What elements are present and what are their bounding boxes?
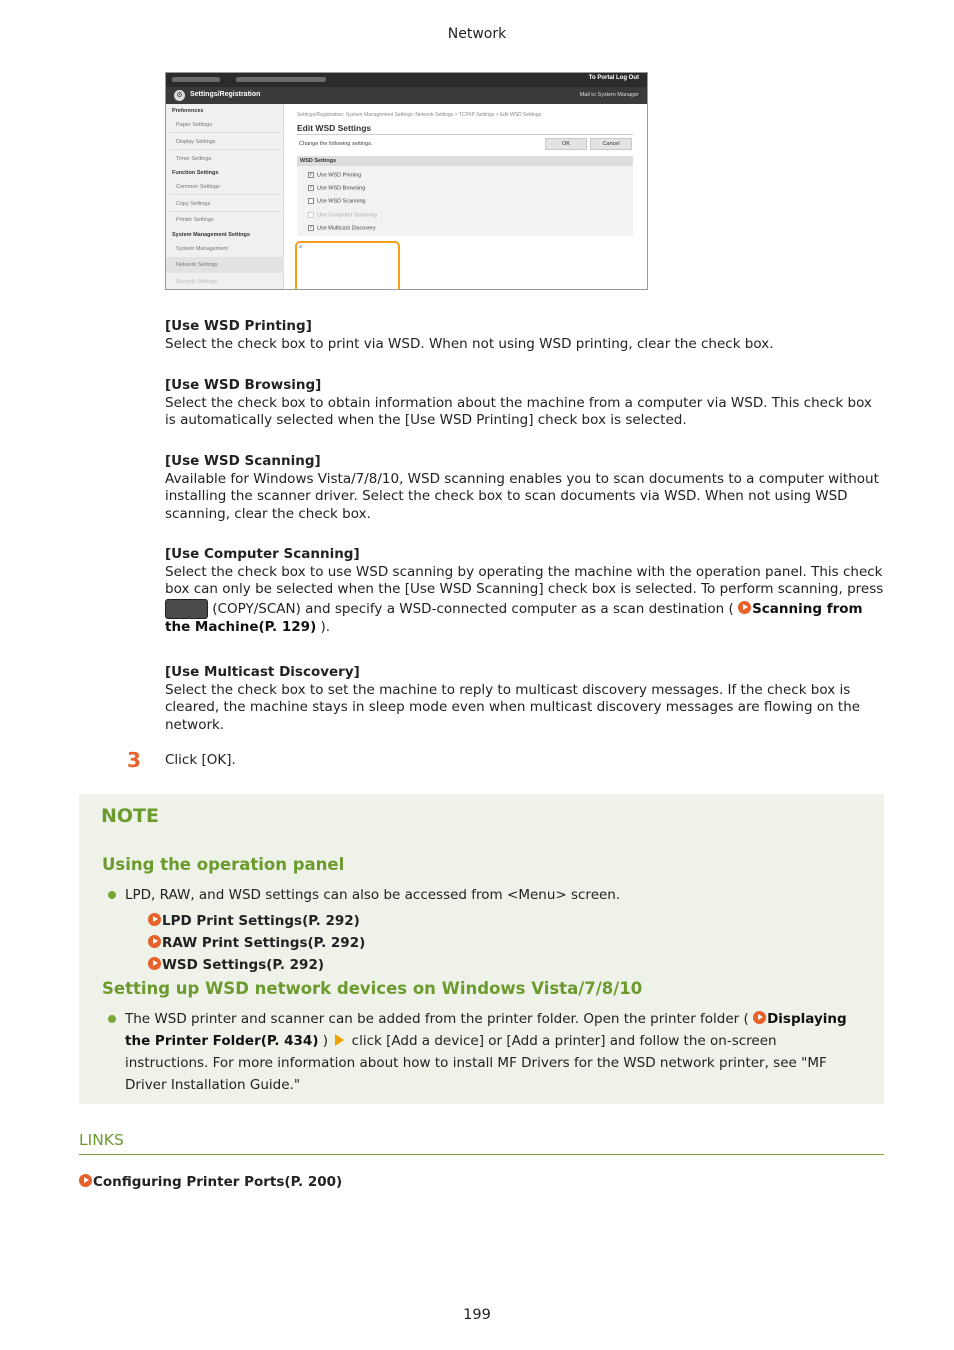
checkbox-box[interactable]: ✓ bbox=[309, 172, 314, 178]
sidebar-item-copy-settings[interactable]: Copy Settings bbox=[176, 201, 211, 207]
heading-underline bbox=[297, 134, 633, 135]
link-text[interactable]: LPD Print Settings(P. 292) bbox=[162, 913, 360, 929]
sidebar-divider bbox=[169, 132, 281, 133]
item-use-computer-scanning bbox=[165, 546, 885, 636]
screenshot-instruction: Change the following settings. bbox=[299, 141, 373, 147]
note-box bbox=[79, 794, 884, 1104]
item-title: [Use WSD Scanning] bbox=[165, 453, 321, 469]
item-title: [Use WSD Printing] bbox=[165, 318, 312, 334]
checkbox-use-computer-scanning[interactable] bbox=[308, 212, 377, 218]
item-title: [Use WSD Browsing] bbox=[165, 377, 322, 393]
sidebar-divider bbox=[169, 211, 281, 212]
note-text-part: ) bbox=[318, 1033, 333, 1049]
item-text-part: (COPY/SCAN) and specify a WSD-connected computer as a scan destination ( bbox=[208, 600, 739, 617]
displaying-printer-folder-link[interactable]: Displaying the Printer Folder(P. 434) bbox=[125, 1011, 847, 1049]
checkbox-label: Use WSD Browsing bbox=[317, 185, 366, 192]
blurred-series-name bbox=[236, 77, 326, 82]
step-text: Click [OK]. bbox=[165, 752, 236, 768]
checkbox-use-multicast-discovery[interactable] bbox=[308, 225, 376, 231]
step-number: 3 bbox=[127, 748, 141, 772]
sidebar-item-display-settings[interactable]: Display Settings bbox=[176, 139, 216, 145]
note-text-part: The WSD printer and scanner can be added from the printer folder. Open the printer folder ( bbox=[125, 1011, 754, 1027]
link-arrow-icon bbox=[148, 957, 161, 970]
lpd-print-settings-link[interactable] bbox=[148, 913, 360, 929]
link-text[interactable]: RAW Print Settings(P. 292) bbox=[162, 935, 366, 951]
sidebar-section-preferences: Preferences bbox=[172, 108, 204, 114]
checkbox-label: Use WSD Printing bbox=[317, 172, 362, 179]
sidebar-item-common-settings[interactable]: Common Settings bbox=[176, 184, 220, 190]
portal-logout-links[interactable]: To Portal Log Out bbox=[588, 75, 639, 81]
sidebar-item-security-settings[interactable]: Security Settings bbox=[176, 279, 218, 285]
screenshot-main-pane bbox=[284, 104, 648, 290]
sidebar-item-paper-settings[interactable]: Paper Settings bbox=[176, 122, 213, 128]
sidebar-item-system-management[interactable]: System Management bbox=[176, 246, 228, 252]
screenshot-breadcrumb: Settings/Registration: System Management Settings: Network Settings > TCP/IP Settings > Edit WSD Settings bbox=[297, 112, 542, 118]
screenshot-title-bar bbox=[166, 87, 647, 104]
ok-button[interactable]: OK bbox=[545, 138, 587, 150]
item-text: Available for Windows Vista/7/8/10, WSD scanning enables you to scan documents to a computer without installing the scanner driver. Select the check box to scan documents via WSD. When not using WSD scanning, clear the check box. bbox=[165, 470, 879, 522]
copy-scan-key-icon bbox=[165, 599, 208, 619]
sidebar-item-timer-settings[interactable]: Timer Settings bbox=[176, 156, 212, 162]
item-text-part: Select the check box to use WSD scanning by operating the machine with the operation panel. This check box can only be selected when the [Use WSD Scanning] check box is selected. To perform scanning, press bbox=[165, 563, 884, 597]
checkbox-box[interactable] bbox=[308, 212, 314, 218]
links-heading: LINKS bbox=[79, 1131, 124, 1149]
arrow-right-icon bbox=[335, 1034, 344, 1046]
settings-screenshot bbox=[165, 72, 648, 290]
bullet-icon bbox=[108, 891, 116, 899]
item-text: Select the check box to print via WSD. When not using WSD printing, clear the check box. bbox=[165, 335, 774, 352]
page-number: 199 bbox=[463, 1307, 491, 1323]
cancel-button[interactable]: Cancel bbox=[590, 138, 632, 150]
sidebar-divider bbox=[169, 149, 281, 150]
link-text[interactable]: WSD Settings(P. 292) bbox=[162, 957, 325, 973]
note-title: NOTE bbox=[101, 805, 159, 827]
note-text-part: click [Add a device] or [Add a printer] and follow the on-screen instructions. For more information about how to install MF Drivers for the WSD network printer, see "MF Driver Installation Guide." bbox=[125, 1033, 827, 1093]
running-header: Network bbox=[447, 26, 507, 42]
sidebar-item-network-settings[interactable]: Network Settings bbox=[176, 262, 218, 268]
sidebar-divider bbox=[169, 194, 281, 195]
note-bullet-text: LPD, RAW, and WSD settings can also be accessed from <Menu> screen. bbox=[125, 887, 621, 903]
links-divider bbox=[79, 1154, 884, 1155]
item-use-multicast-discovery bbox=[165, 664, 885, 734]
note-bullet-text bbox=[125, 1008, 855, 1096]
screenshot-sidebar bbox=[166, 104, 284, 290]
screenshot-top-bar bbox=[166, 73, 647, 87]
item-use-wsd-scanning bbox=[165, 453, 885, 523]
checkbox-box[interactable]: ✓ bbox=[309, 225, 314, 231]
checkbox-use-wsd-printing[interactable] bbox=[308, 172, 361, 178]
sidebar-section-system-management: System Management Settings bbox=[172, 232, 250, 238]
checkbox-label: Use Computer Scanning bbox=[317, 212, 377, 219]
item-title: [Use Computer Scanning] bbox=[165, 546, 360, 562]
screenshot-app-title: Settings/Registration bbox=[190, 91, 261, 98]
wsd-settings-panel bbox=[297, 156, 633, 236]
link-text[interactable]: Configuring Printer Ports(P. 200) bbox=[93, 1174, 343, 1190]
item-text bbox=[165, 564, 885, 637]
checkbox-box[interactable] bbox=[308, 198, 314, 204]
return-to-top-icon[interactable]: ⌅ bbox=[298, 244, 304, 250]
wsd-settings-panel-title: WSD Settings bbox=[297, 156, 633, 166]
item-text: Select the check box to set the machine to reply to multicast discovery messages. If the check box is cleared, the machine stays in sleep mode even when multicast discovery messages are flowing on the network. bbox=[165, 681, 861, 733]
screenshot-heading: Edit WSD Settings bbox=[297, 123, 372, 133]
note-subheading-operation-panel: Using the operation panel bbox=[102, 855, 345, 874]
link-arrow-icon bbox=[148, 913, 161, 926]
settings-logo-icon: ⚙ bbox=[174, 90, 185, 101]
checkbox-use-wsd-scanning[interactable] bbox=[308, 198, 366, 204]
raw-print-settings-link[interactable] bbox=[148, 935, 365, 951]
link-arrow-icon bbox=[79, 1174, 92, 1187]
wsd-settings-link[interactable] bbox=[148, 957, 324, 973]
item-text-part: ). bbox=[316, 618, 331, 635]
bullet-icon bbox=[108, 1015, 116, 1023]
checkbox-label: Use Multicast Discovery bbox=[317, 225, 376, 232]
item-title: [Use Multicast Discovery] bbox=[165, 664, 360, 680]
item-use-wsd-printing bbox=[165, 318, 885, 353]
sidebar-item-printer-settings[interactable]: Printer Settings bbox=[176, 217, 214, 223]
highlight-frame bbox=[295, 241, 400, 290]
link-arrow-icon bbox=[753, 1011, 766, 1024]
sidebar-section-function-settings: Function Settings bbox=[172, 170, 219, 176]
note-subheading-wsd-devices: Setting up WSD network devices on Windows Vista/7/8/10 bbox=[102, 979, 643, 998]
mail-to-system-manager-link[interactable]: Mail to System Manager bbox=[579, 92, 639, 98]
checkbox-box[interactable]: ✓ bbox=[309, 185, 314, 191]
scanning-from-machine-link[interactable]: Scanning from the Machine(P. 129) bbox=[165, 600, 863, 635]
configuring-printer-ports-link[interactable] bbox=[79, 1174, 342, 1190]
checkbox-label: Use WSD Scanning bbox=[317, 198, 366, 205]
checkbox-use-wsd-browsing[interactable] bbox=[308, 185, 365, 191]
link-arrow-icon bbox=[148, 935, 161, 948]
item-text: Select the check box to obtain information about the machine from a computer via WSD. This check box is automatically selected when the [Use WSD Printing] check box is selected. bbox=[165, 394, 872, 428]
link-arrow-icon bbox=[738, 601, 751, 614]
blurred-device-name bbox=[172, 77, 220, 82]
item-use-wsd-browsing bbox=[165, 377, 885, 430]
